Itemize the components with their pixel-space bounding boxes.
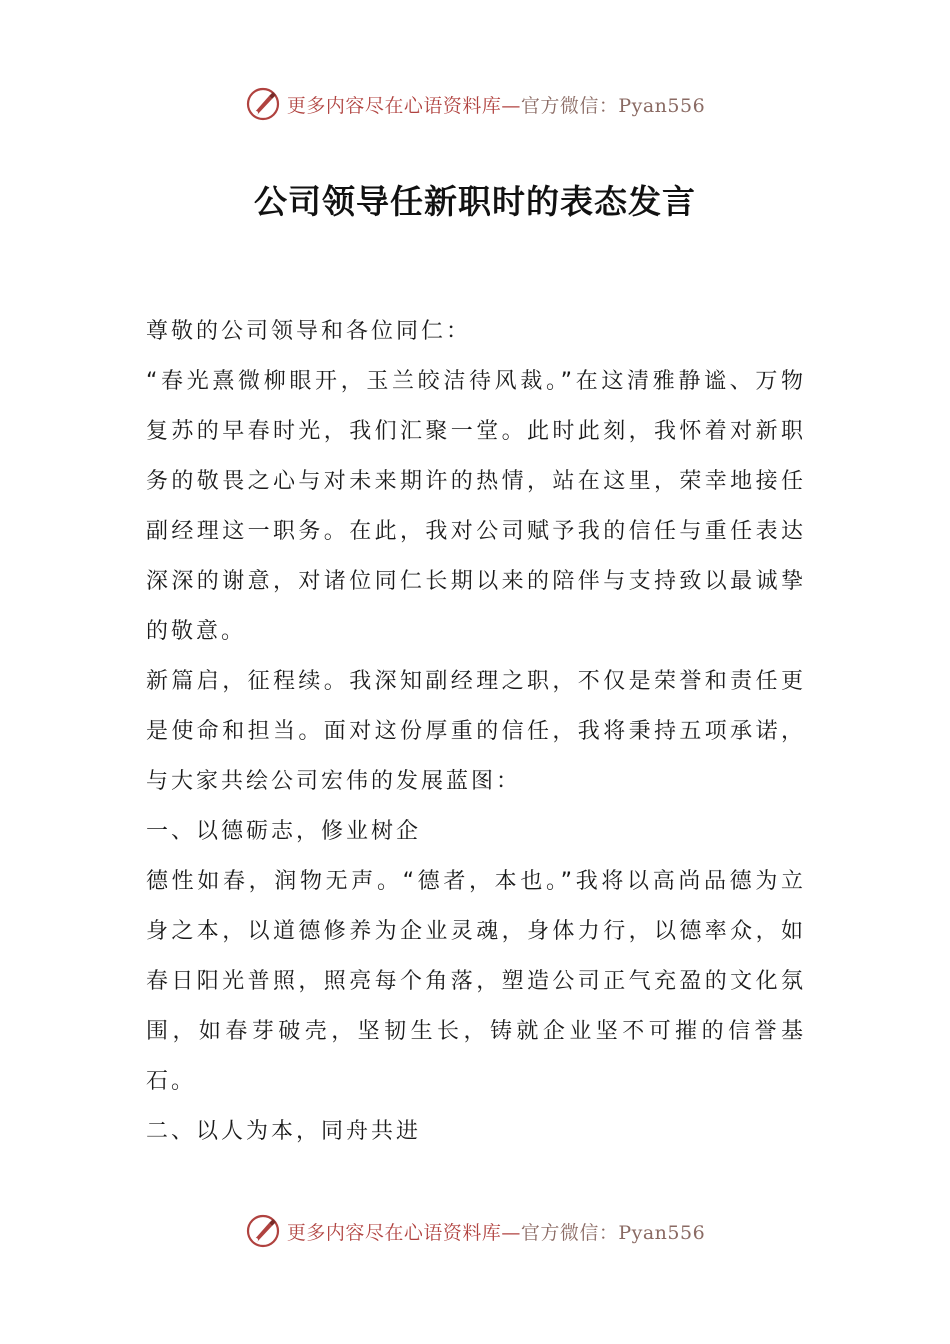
banner-wechat: 官方微信：Pyan556	[520, 1221, 706, 1244]
footer-banner	[0, 1211, 950, 1251]
salutation: 尊敬的公司领导和各位同仁：	[146, 319, 472, 344]
section-heading-1: 一、以德砺志，修业树企	[146, 819, 422, 844]
pen-nib-logo-icon	[245, 86, 281, 122]
banner-dash: —	[501, 1221, 521, 1244]
header-banner-text	[287, 91, 705, 118]
banner-dash: —	[501, 94, 521, 117]
paragraph-section-1: 德性如春，润物无声。“德者，本也。”我将以高尚品德为立身之本，以道德修养为企业灵魂，身体力行，以德率众，如春日阳光普照，照亮每个角落，塑造公司正气充盈的文化氛围，如春芽破壳，坚韧生长，铸就企业坚不可摧的信誉基石。	[146, 869, 806, 1094]
document-title: 公司领导任新职时的表态发言	[254, 182, 696, 221]
banner-main-text: 更多内容尽在心语资料库	[286, 94, 502, 117]
banner-main-text: 更多内容尽在心语资料库	[286, 1221, 502, 1244]
document-body	[146, 307, 806, 1157]
footer-banner-text	[287, 1218, 705, 1245]
section-heading-2: 二、以人为本，同舟共进	[146, 1119, 422, 1144]
paragraph-commitment: 新篇启，征程续。我深知副经理之职，不仅是荣誉和责任更是使命和担当。面对这份厚重的信任，我将秉持五项承诺，与大家共绘公司宏伟的发展蓝图：	[146, 669, 806, 794]
paragraph-intro: “春光熹微柳眼开，玉兰皎洁待风裁。”在这清雅静谧、万物复苏的早春时光，我们汇聚一堂。此时此刻，我怀着对新职务的敬畏之心与对未来期许的热情，站在这里，荣幸地接任副经理这一职务。在此，我对公司赋予我的信任与重任表达深深的谢意，对诸位同仁长期以来的陪伴与支持致以最诚挚的敬意。	[146, 369, 806, 644]
banner-wechat: 官方微信：Pyan556	[520, 94, 706, 117]
pen-nib-logo-icon	[245, 1213, 281, 1249]
header-banner	[0, 84, 950, 124]
